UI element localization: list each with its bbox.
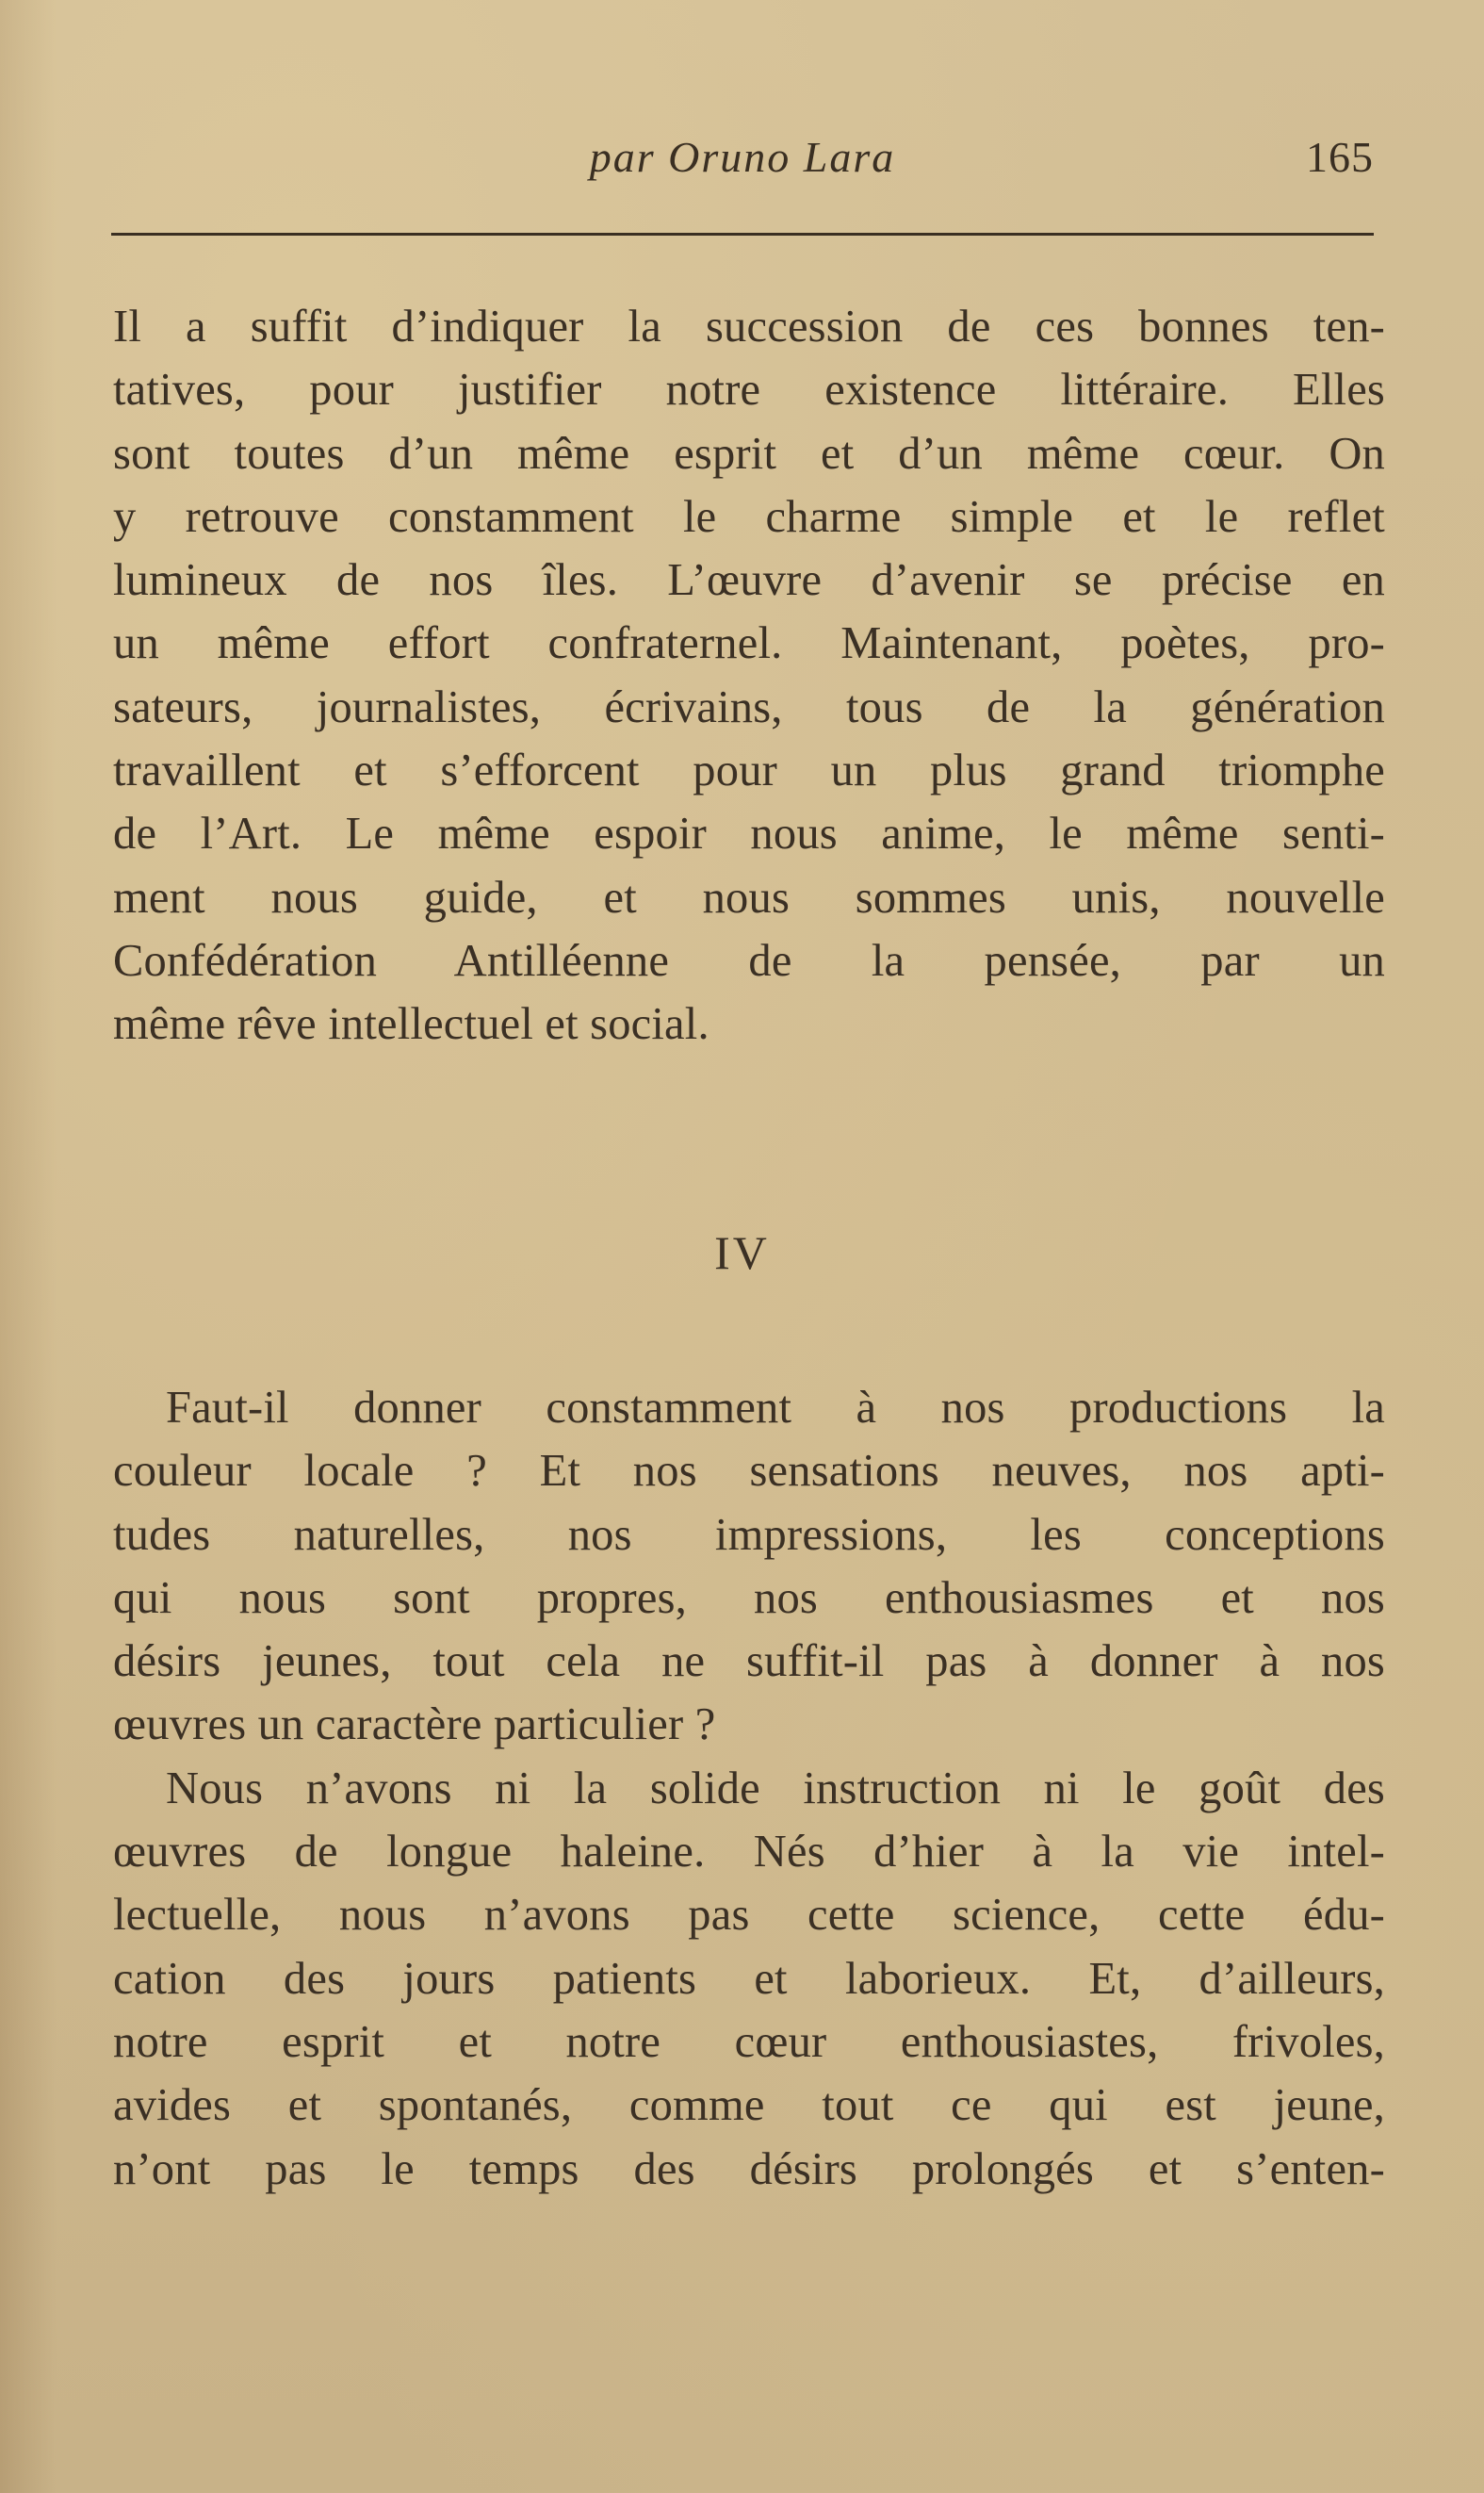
text-line: Il a suffit d’indiquer la succession de ces bonnes ten- [113, 302, 1385, 352]
text-line: Faut-il donner constamment à nos productions la [166, 1383, 1385, 1433]
text-line: tudes naturelles, nos impressions, les conceptions [113, 1509, 1385, 1560]
header-rule [111, 233, 1374, 236]
text-line: qui nous sont propres, nos enthousiasmes et nos [113, 1572, 1385, 1623]
text-line: notre esprit et notre cœur enthousiastes, frivoles, [113, 2016, 1385, 2067]
text-line: œuvres de longue haleine. Nés d’hier à la vie intel- [113, 1827, 1385, 1878]
text-line: lumineux de nos îles. L’œuvre d’avenir se précise en [113, 555, 1385, 606]
text-line: un même effort confraternel. Maintenant, poètes, pro- [113, 618, 1385, 669]
text-line: couleur locale ? Et nos sensations neuves, nos apti- [113, 1446, 1385, 1497]
text-line: ment nous guide, et nous sommes unis, nouvelle [113, 872, 1385, 923]
text-line: y retrouve constamment le charme simple et le reflet [113, 491, 1385, 542]
page-number: 165 [1306, 133, 1374, 181]
running-head [111, 132, 1374, 198]
text-line: désirs jeunes, tout cela ne suffit-il pas à donner à nos [113, 1636, 1385, 1687]
text-line: tatives, pour justifier notre existence littéraire. Elles [113, 365, 1385, 416]
text-line: Confédération Antilléenne de la pensée, par un [113, 935, 1385, 986]
text-line: sont toutes d’un même esprit et d’un même cœur. On [113, 428, 1385, 479]
running-title: par Oruno Lara [589, 133, 896, 181]
text-line: travaillent et s’efforcent pour un plus grand triomphe [113, 746, 1385, 796]
paragraphs-2-3 [113, 1376, 1385, 2201]
text-line: Nous n’avons ni la solide instruction ni le goût des [166, 1763, 1385, 1813]
section-heading: IV [714, 1226, 770, 1279]
paragraph-1 [113, 295, 1385, 1057]
text-line: même rêve intellectuel et social. [113, 999, 709, 1050]
text-line: sateurs, journalistes, écrivains, tous de la génération [113, 681, 1385, 732]
text-line: avides et spontanés, comme tout ce qui est jeune, [113, 2080, 1385, 2131]
text-line: œuvres un caractère particulier ? [113, 1699, 716, 1750]
text-line: cation des jours patients et laborieux. Et, d’ailleurs, [113, 1953, 1385, 2004]
text-line: n’ont pas le temps des désirs prolongés et s’enten- [113, 2143, 1385, 2194]
text-line: de l’Art. Le même espoir nous anime, le même senti- [113, 809, 1385, 860]
text-line: lectuelle, nous n’avons pas cette science, cette édu- [113, 1890, 1385, 1941]
